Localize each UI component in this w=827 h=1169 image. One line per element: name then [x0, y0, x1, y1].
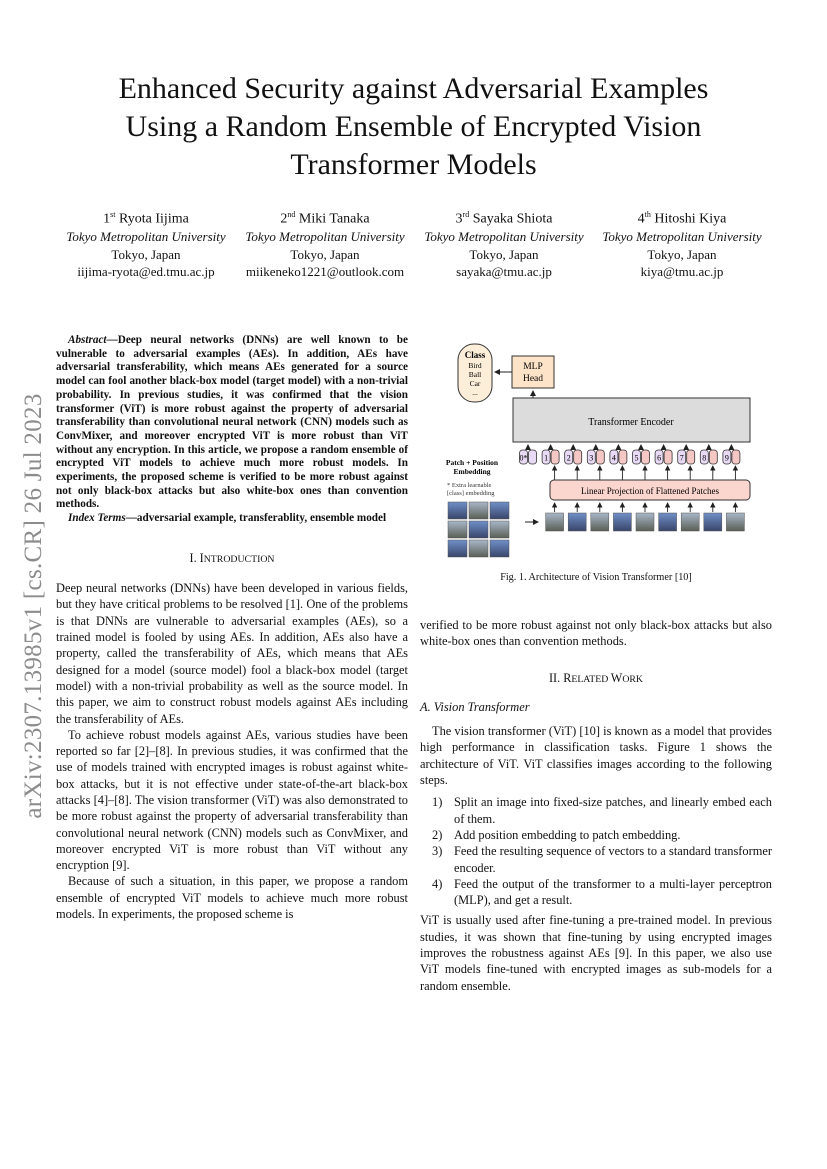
section-heading-related-work: II. RELATED WORK — [548, 670, 643, 685]
token-index-label: 9 — [724, 453, 729, 463]
image-patch — [659, 513, 677, 531]
token-index-label: 6 — [657, 453, 662, 463]
arxiv-identifier: arXiv:2307.13985v1 [cs.CR] 26 Jul 2023 — [20, 393, 47, 819]
image-patch — [613, 513, 631, 531]
paper-title: Enhanced Security against Adversarial Examples Using a Random Ensemble of Encrypted Vision Transformer Models — [118, 72, 709, 181]
image-patch — [726, 513, 744, 531]
class-title: Class — [464, 350, 486, 360]
token-sequence — [520, 445, 740, 480]
list-item: 4) Feed the output of the transformer to a multi-layer perceptron (MLP), and get a result. — [432, 876, 772, 908]
image-patch — [636, 513, 654, 531]
patch-embedding-token — [574, 450, 582, 464]
patch-embedding-token — [551, 450, 559, 464]
subsection-heading-vision-transformer: A. Vision Transformer — [420, 699, 530, 714]
author-email[interactable]: iijima-ryota@ed.tmu.ac.jp — [77, 264, 215, 280]
patch-position-label: Embedding — [453, 467, 491, 476]
figure-caption: Fig. 1. Architecture of Vision Transformer [10] — [500, 572, 692, 583]
left-column — [56, 334, 408, 922]
patch-embedding-token — [619, 450, 627, 464]
intro-paragraph-continued: verified to be more robust against not only black-box attacks but also white-box ones than convention methods. — [420, 618, 772, 649]
author-email[interactable]: kiya@tmu.ac.jp — [640, 264, 724, 280]
author-email[interactable]: miikeneko1221@outlook.com — [245, 264, 405, 280]
vit-steps-list — [420, 794, 772, 908]
intro-paragraph: To achieve robust models against AEs, various studies have been reported so far [2]–[8]. In previous studies, it was confirmed that the use of models trained with encrypted images is robust against white-box attacks, but it is not effective under state-of-the-art black-box attacks [4]–[8]. The vision transformer (ViT) was also demonstrated to be more robust against the property of adversarial transferability than convolutional neural network (CNN) models such as ConvMixer, and moreover encrypted ViT is more robust than ViT without any encryption [9]. — [56, 727, 408, 873]
patch-embedding-token — [687, 450, 695, 464]
related-paragraph: ViT is usually used after fine-tuning a pre-trained model. In previous studies, it was shown that fine-tuning by using encrypted images improves the robustness against AEs [9]. In this paper, we also use ViT models fine-tuned with encrypted images as sub-models for a random ensemble. — [420, 913, 772, 993]
image-patch — [704, 513, 722, 531]
input-image-patch — [490, 540, 509, 557]
token-index-label: 8 — [702, 453, 707, 463]
input-image-patch — [448, 502, 467, 519]
mlp-head-label: Head — [522, 374, 544, 384]
author-block-2: 2nd Miki Tanaka Tokyo Metropolitan University Tokyo, Japan miikeneko1221@outlook.com — [235, 206, 415, 281]
input-image-patch — [448, 540, 467, 557]
class-item: Bird — [468, 361, 482, 370]
patch-embedding-token — [642, 450, 650, 464]
author-email[interactable]: sayaka@tmu.ac.jp — [456, 264, 552, 280]
input-image-patch — [490, 502, 509, 519]
token-index-label: 3 — [589, 453, 594, 463]
image-patch — [591, 513, 609, 531]
intro-paragraph: Deep neural networks (DNNs) have been developed in various fields, but they have critical problems to be resolved [1]. One of the problems is that DNNs are vulnerable to adversarial examples (AEs), so a trained model is fooled by using AEs. In addition, AEs also have a property, called the transferability of AEs, which means that AEs designed for a model (source model) fool a black-box model (target model) with a non-trivial probability as well as the source model. In this paper, we aim to construct robust models against AEs including the transferability of AEs. — [56, 581, 408, 726]
patch-position-label: Patch + Position — [445, 458, 499, 467]
author-block-4: 4th Hitoshi Kiya Tokyo Metropolitan University Tokyo, Japan kiya@tmu.ac.jp — [592, 206, 772, 281]
list-item: 2) Add position embedding to patch embedding. — [432, 827, 681, 842]
related-paragraph: The vision transformer (ViT) [10] is known as a model that provides high performance in classification tasks. Figure 1 shows the architecture of ViT. ViT classifies images according to the following steps. — [420, 724, 772, 788]
patch-embedding-token — [732, 450, 740, 464]
image-patch — [546, 513, 564, 531]
intro-paragraph: Because of such a situation, in this paper, we propose a random ensemble of encrypted ViT models to achieve much more robust models. In experiments, the proposed scheme is — [56, 874, 408, 922]
class-item: ... — [472, 388, 478, 397]
image-patch — [568, 513, 586, 531]
image-patches — [525, 503, 744, 531]
input-image-patch — [469, 540, 488, 557]
token-index-label: 5 — [634, 453, 639, 463]
patch-embedding-token — [664, 450, 672, 464]
input-image-patch — [490, 521, 509, 538]
vit-architecture-figure — [420, 334, 772, 566]
mlp-head-label: MLP — [523, 362, 543, 372]
input-image-patch — [469, 521, 488, 538]
token-index-label: 7 — [679, 453, 684, 463]
list-item: 1) Split an image into fixed-size patches, and linearly embed each of them. — [432, 795, 772, 826]
image-patch — [681, 513, 699, 531]
class-item: Car — [469, 379, 481, 388]
input-image-grid — [448, 502, 509, 557]
abstract: Abstract—Deep neural networks (DNNs) are well known to be vulnerable to adversarial examples (AEs). In addition, AEs have adversarial transferability, which means AEs generated for a source model can fool another black-box model (target model) with a non-trivial probability. In previous studies, it was confirmed that the vision transformer (ViT) is more robust against the property of adversarial transferability than convolutional neural network (CNN) models such as ConvMixer, and moreover encrypted ViT is more robust than ViT without any encryption. In this article, we propose a random ensemble of encrypted ViT models to achieve much more robust models. In experiments, the proposed scheme is verified to be more robust against not only black-box attacks but also white-box ones than convention methods. Index Terms—adversarial example, transferablity, ensemble model — [56, 334, 408, 525]
author-block-3: 3rd Sayaka Shiota Tokyo Metropolitan University Tokyo, Japan sayaka@tmu.ac.jp — [414, 206, 594, 281]
section-heading-introduction: I. INTRODUCTION — [189, 550, 275, 565]
class-item: Ball — [468, 370, 482, 379]
token-index-label: 0* — [519, 453, 528, 463]
right-column — [420, 617, 772, 994]
extra-embedding-note: * Extra learnable — [447, 482, 492, 489]
author-block-1: 1st Ryota Iijima Tokyo Metropolitan University Tokyo, Japan iijima-ryota@ed.tmu.ac.jp — [56, 206, 236, 281]
patch-embedding-token — [529, 450, 537, 464]
extra-embedding-note: [class] embedding — [447, 490, 495, 497]
token-index-label: 4 — [611, 453, 616, 463]
list-item: 3) Feed the resulting sequence of vectors to a standard transformer encoder. — [432, 844, 772, 875]
patch-embedding-token — [709, 450, 717, 464]
transformer-encoder-label: Transformer Encoder — [588, 417, 674, 428]
input-image-patch — [469, 502, 488, 519]
input-image-patch — [448, 521, 467, 538]
token-index-label: 1 — [544, 453, 549, 463]
token-index-label: 2 — [566, 453, 571, 463]
patch-embedding-token — [596, 450, 604, 464]
linear-projection-label: Linear Projection of Flattened Patches — [581, 486, 719, 496]
